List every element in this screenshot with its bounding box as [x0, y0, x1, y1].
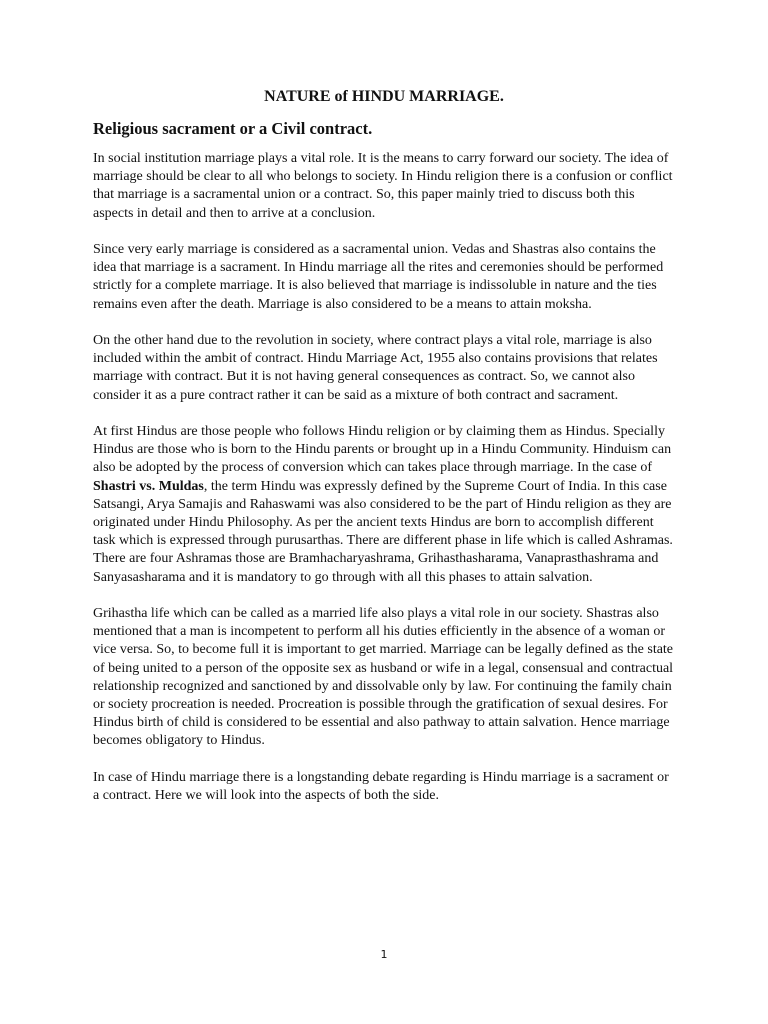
paragraph-text: , the term Hindu was expressly defined by the Supreme Court of India. In this case Satsangi, Arya Samajis and Rahaswami was also considered to be the part of Hindu religion as they are originated under Hindu Philosophy. As per the ancient texts Hindus are born to accomplish different task which is expressed through purusarthas. There are different phase in life which is called Ashramas. There are four Ashramas those are Bramhacharyashrama, Grihasthasharama, Vanaprasthashrama and Sanyasasharama and it is mandatory to go through with all this phases to attain salvation. [93, 478, 673, 585]
page-number: 1 [380, 948, 388, 961]
paragraph-text: At first Hindus are those people who follows Hindu religion or by claiming them as Hindus. Specially Hindus are those who is born to the Hindu parents or brought up in a Hindu Community. Hinduism can also be adopted by the process of conversion which can takes place through marriage. In the case of [93, 424, 672, 476]
paragraph: Grihastha life which can be called as a married life also plays a vital role in our society. Shastras also mentioned that a man is incompetent to perform all his duties efficiently in the absence of a woman or vice versa. So, to become full it is important to get married. Marriage can be legally defined as the state of being united to a person of the opposite sex as husband or wife in a legal, consensual and contractual relationship recognized and sanctioned by and dissolvable only by law. For continuing the family chain or society procreation is needed. Procreation is possible through the gratification of sexual desires. For Hindus birth of child is considered to be essential and also pathway to attain salvation. Hence marriage becomes obligatory to Hindus. [93, 606, 674, 749]
paragraph: On the other hand due to the revolution in society, where contract plays a vital role, marriage is also included within the ambit of contract. Hindu Marriage Act, 1955 also contains provisions that relates marriage with contract. But it is not having general consequences as contract. So, we cannot also consider it as a pure contract rather it can be said as a mixture of both contract and sacrament. [93, 333, 658, 403]
document-title: NATURE of HINDU MARRIAGE. [264, 88, 504, 105]
case-name: Shastri vs. Muldas [93, 478, 204, 494]
paragraph: In social institution marriage plays a vital role. It is the means to carry forward our society. The idea of marriage should be clear to all who belongs to society. In Hindu religion there is a confusion or conflict that marriage is a sacramental union or a contract. So, this paper mainly tried to discuss both this aspects in detail and then to arrive at a conclusion. [93, 151, 673, 221]
paragraph: In case of Hindu marriage there is a longstanding debate regarding is Hindu marriage is a sacrament or a contract. Here we will look into the aspects of both the side. [93, 769, 669, 804]
paragraph-hindu-definition [93, 423, 675, 587]
document-subtitle: Religious sacrament or a Civil contract. [93, 119, 373, 138]
paragraph: Since very early marriage is considered as a sacramental union. Vedas and Shastras also contains the idea that marriage is a sacrament. In Hindu marriage all the rites and ceremonies should be performed strictly for a complete marriage. It is also believed that marriage is indissoluble in nature and the ties remains even after the death. Marriage is also considered to be a means to attain moksha. [93, 242, 664, 312]
document-body [93, 150, 675, 823]
